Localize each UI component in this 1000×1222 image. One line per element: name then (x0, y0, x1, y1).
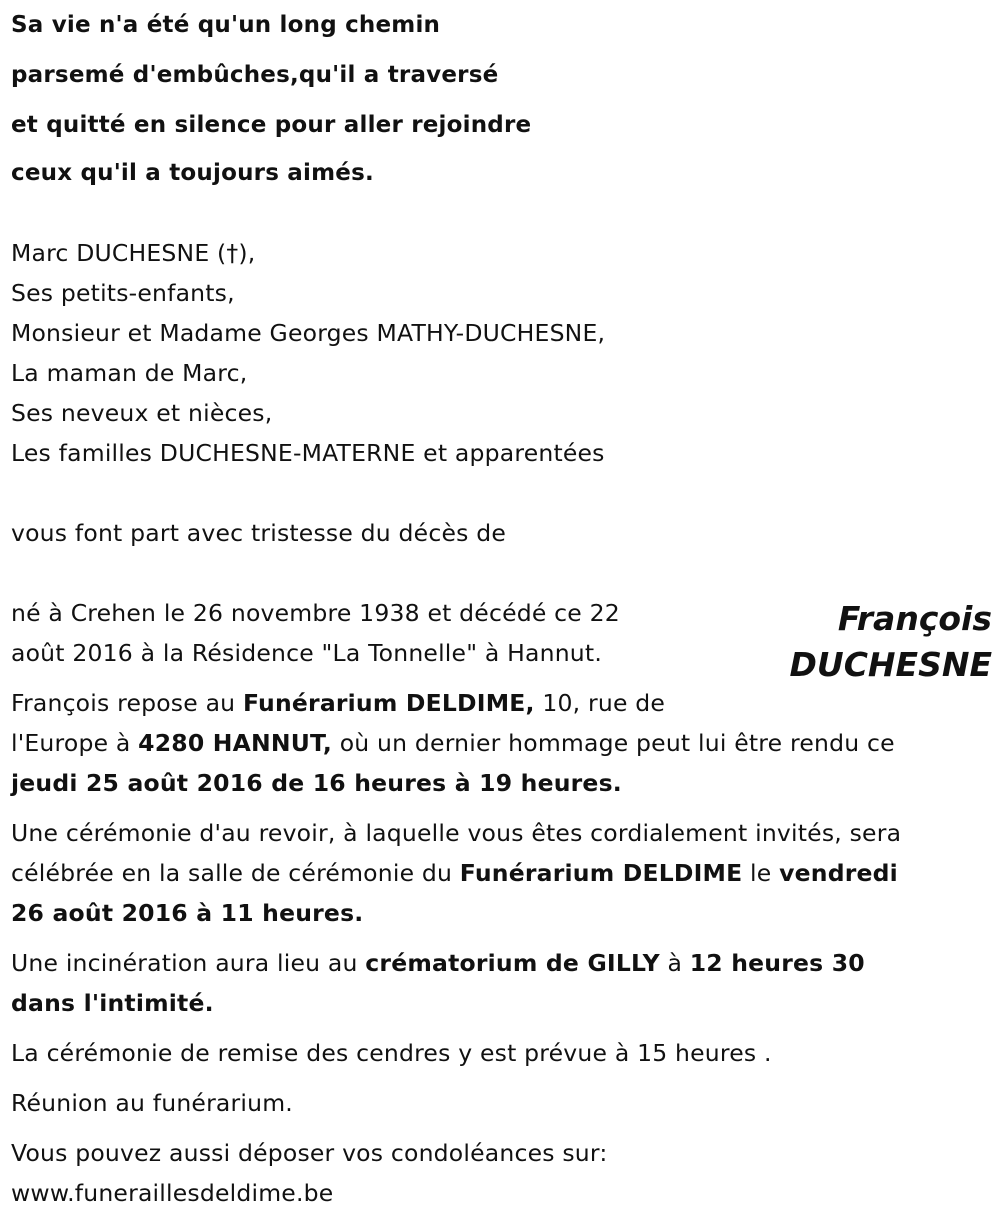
viewing-address: 10, rue de (534, 689, 666, 717)
cremation-line-2: dans l'intimité. (11, 989, 214, 1017)
ashes-ceremony: La cérémonie de remise des cendres y est prévue à 15 heures . (11, 1039, 772, 1067)
birth-death-line-1: né à Crehen le 26 novembre 1938 et décédé ce 22 (11, 599, 620, 627)
ceremony-date: 26 août 2016 à 11 heures. (11, 899, 364, 927)
viewing-text: où un dernier hommage peut lui être rendu ce (332, 729, 895, 757)
ceremony-day: vendredi (779, 859, 898, 887)
viewing-city: 4280 HANNUT, (138, 729, 333, 757)
cremation-text: Une incinération aura lieu au (11, 949, 366, 977)
cremation-line-1 (11, 948, 865, 978)
funeral-home-name: Funérarium DELDIME, (242, 689, 535, 717)
deceased-last-name: DUCHESNE (789, 645, 992, 684)
ceremony-venue: Funérarium DELDIME (459, 859, 743, 887)
viewing-text: François repose au (11, 689, 243, 717)
family-line-2: Ses petits-enfants, (11, 279, 235, 307)
condolences-url: www.funeraillesdeldime.be (11, 1179, 334, 1207)
viewing-line-1 (11, 688, 665, 718)
viewing-date: jeudi 25 août 2016 de 16 heures à 19 heures. (11, 769, 622, 797)
family-line-4: La maman de Marc, (11, 359, 248, 387)
cremation-time: 12 heures 30 (689, 949, 865, 977)
poem-line-3: et quitté en silence pour aller rejoindre (11, 112, 532, 138)
condolences-text: Vous pouvez aussi déposer vos condoléances sur: (11, 1139, 608, 1167)
poem-line-1: Sa vie n'a été qu'un long chemin (11, 12, 441, 38)
cremation-text: à (659, 949, 690, 977)
viewing-text: l'Europe à (11, 729, 139, 757)
ceremony-text: célébrée en la salle de cérémonie du (11, 859, 460, 887)
birth-death-line-2: août 2016 à la Résidence "La Tonnelle" à Hannut. (11, 639, 602, 667)
family-line-1: Marc DUCHESNE (†), (11, 239, 256, 267)
viewing-line-2 (11, 728, 895, 758)
deceased-first-name: François (837, 599, 992, 638)
announcement: vous font part avec tristesse du décès de (11, 519, 506, 547)
deceased-name (790, 596, 993, 688)
ceremony-line-1: Une cérémonie d'au revoir, à laquelle vous êtes cordialement invités, sera (11, 819, 902, 847)
poem-line-4: ceux qu'il a toujours aimés. (11, 160, 374, 186)
poem-line-2: parsemé d'embûches,qu'il a traversé (11, 62, 499, 88)
family-line-6: Les familles DUCHESNE-MATERNE et apparentées (11, 439, 605, 467)
family-line-5: Ses neveux et nièces, (11, 399, 273, 427)
crematorium-name: crématorium de GILLY (365, 949, 660, 977)
family-line-3: Monsieur et Madame Georges MATHY-DUCHESNE, (11, 319, 606, 347)
ceremony-line-2 (11, 858, 898, 888)
ceremony-text: le (742, 859, 780, 887)
reunion: Réunion au funérarium. (11, 1089, 293, 1117)
